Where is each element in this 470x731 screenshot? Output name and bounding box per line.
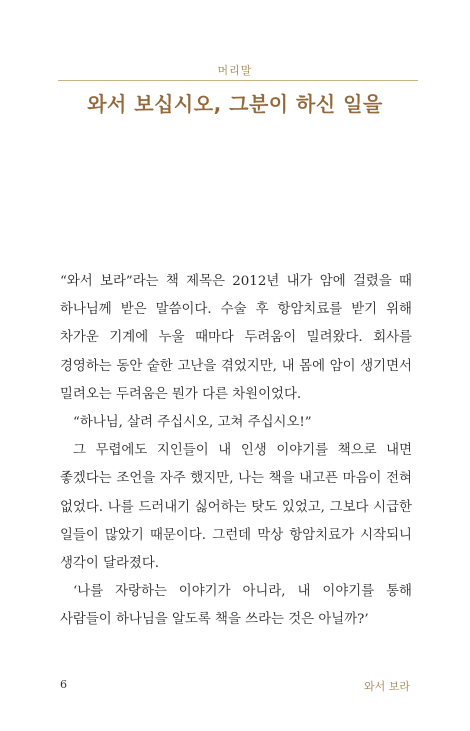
chapter-title: 와서 보십시오, 그분이 하신 일을 <box>87 92 383 116</box>
paragraph-1: “와서 보라”라는 책 제목은 2012년 내가 암에 걸렸을 때 하나님께 받은 말씀이다. 수술 후 항암치료를 받기 위해 차가운 기계에 누울 때마다 두려움이 밀려왔다. 회사를 경영하는 동안 숱한 고난을 겪었지만, 내 몸에 암이 생기면서 밀려오는 두려움은 뭔가 다른 차원이었다. <box>60 274 412 402</box>
running-title: 와서 보라 <box>363 680 410 693</box>
paragraph-4: ‘나를 자랑하는 이야기가 아니라, 내 이야기를 통해 사람들이 하나님을 알도록 책을 쓰라는 것은 아닐까?’ <box>60 584 412 628</box>
header-divider <box>58 80 418 81</box>
paragraph-3: 그 무렵에도 지인들이 내 인생 이야기를 책으로 내면 좋겠다는 조언을 자주 했지만, 나는 책을 내고픈 마음이 전혀 없었다. 나를 드러내기 싫어하는 탓도 있었고, 그보다 시급한 일들이 많았기 때문이다. 그런데 막상 항암치료가 시작되니 생각이 달라졌다. <box>60 443 412 572</box>
body-text <box>60 268 412 635</box>
paragraph-2: “하나님, 살려 주십시오, 고쳐 주십시오!” <box>73 415 312 431</box>
section-label: 머리말 <box>217 64 253 77</box>
page-number: 6 <box>60 678 67 691</box>
